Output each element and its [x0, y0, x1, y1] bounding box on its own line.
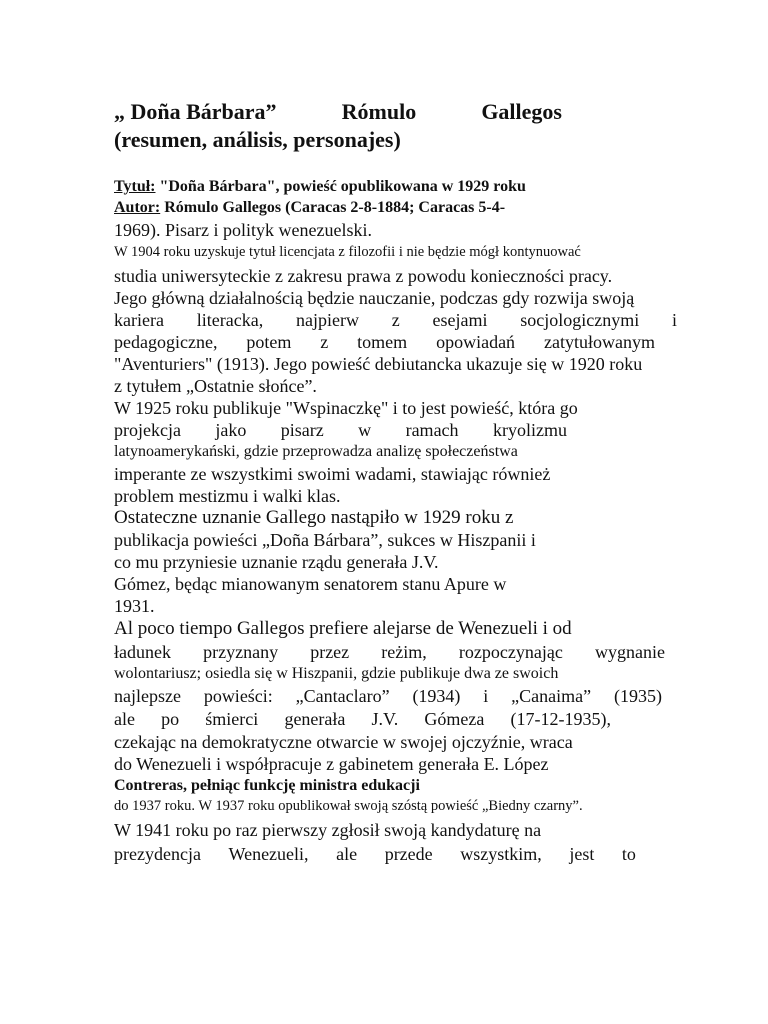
body-word: wygnanie: [594, 642, 665, 662]
body-line: 1931.: [114, 596, 155, 616]
body-line-justified: [114, 844, 636, 864]
body-word: zatytułowanym: [543, 332, 655, 352]
body-line: 1969). Pisarz i polityk wenezuelski.: [114, 220, 372, 240]
body-line: Jego główną działalnością będzie nauczanie, podczas gdy rozwija swoją: [114, 288, 635, 308]
body-word: Wenezueli,: [228, 844, 309, 864]
body-word: jako: [215, 420, 247, 440]
body-word: kariera: [114, 310, 164, 330]
body-word: jest: [569, 844, 595, 864]
body-word: powieści:: [203, 686, 273, 706]
body-word: „Cantaclaro”: [295, 686, 390, 706]
body-word: z: [320, 332, 329, 352]
document-title: [114, 98, 562, 154]
body-word: przyznany: [203, 642, 279, 662]
title-line-2: (resumen, análisis, personajes): [114, 127, 401, 152]
body-line: Ostateczne uznanie Gallego nastąpiło w 1929 roku z: [114, 507, 514, 528]
body-word: ramach: [405, 420, 459, 440]
body-word: to: [621, 844, 636, 864]
body-word: po: [161, 709, 180, 729]
body-word: i: [671, 310, 677, 330]
autor-line: [114, 198, 505, 218]
body-line: Gómez, będąc mianowanym senatorem stanu Apure w: [114, 574, 507, 594]
body-word: ładunek: [114, 642, 171, 662]
body-line-justified: [114, 332, 655, 352]
body-word: i: [483, 686, 489, 706]
body-line: problem mestizmu i walki klas.: [114, 486, 341, 506]
body-word: przede: [384, 844, 433, 864]
body-line: imperante ze wszystkimi swoimi wadami, stawiając również: [114, 464, 551, 484]
body-line: do Wenezueli i współpracuje z gabinetem generała E. López: [114, 754, 549, 774]
body-word: J.V.: [371, 709, 399, 729]
body-word: ale: [336, 844, 358, 864]
body-word: tomem: [357, 332, 408, 352]
body-line: latynoamerykański, gdzie przeprowadza analizę społeczeństwa: [114, 443, 518, 460]
body-word: śmierci: [205, 709, 259, 729]
body-line: Al poco tiempo Gallegos prefiere alejarse de Wenezueli i od: [114, 618, 572, 639]
body-word: socjologicznymi: [520, 310, 640, 330]
body-line: wolontariusz; osiedla się w Hiszpanii, gdzie publikuje dwa ze swoich: [114, 665, 559, 682]
title-word: Rómulo: [341, 99, 417, 124]
body-word: pisarz: [280, 420, 324, 440]
title-word: „ Doña Bárbara”: [114, 99, 277, 124]
title-word: Gallegos: [481, 99, 562, 124]
body-word: przez: [310, 642, 350, 662]
body-word: (17-12-1935),: [510, 709, 611, 729]
body-word: (1935): [613, 686, 662, 706]
body-word: literacka,: [196, 310, 264, 330]
tytul-value: "Doña Bárbara", powieść opublikowana w 1929 roku: [155, 178, 526, 195]
body-word: wszystkim,: [460, 844, 542, 864]
body-line: publikacja powieści „Doña Bárbara”, sukces w Hiszpanii i: [114, 530, 536, 550]
body-line-justified: [114, 642, 665, 662]
body-word: pedagogiczne,: [114, 332, 218, 352]
body-word: w: [358, 420, 372, 440]
body-word: Gómeza: [424, 709, 485, 729]
body-word: najpierw: [295, 310, 359, 330]
body-line-justified: [114, 420, 567, 440]
body-line: W 1904 roku uzyskuje tytuł licencjata z filozofii i nie będzie mógł kontynuować: [114, 244, 581, 260]
title-line-1: [114, 98, 562, 126]
body-word: z: [391, 310, 400, 330]
tytul-label: Tytuł:: [114, 178, 156, 195]
body-word: potem: [246, 332, 292, 352]
body-line: z tytułem „Ostatnie słońce”.: [114, 376, 317, 396]
body-line-justified: [114, 709, 611, 729]
body-word: (1934): [412, 686, 461, 706]
body-line: W 1925 roku publikuje "Wspinaczkę" i to jest powieść, która go: [114, 398, 578, 418]
body-line-justified: [114, 686, 662, 706]
body-word: opowiadań: [436, 332, 516, 352]
body-word: generała: [284, 709, 346, 729]
body-word: najlepsze: [114, 686, 181, 706]
body-word: ale: [114, 709, 135, 729]
autor-value: Rómulo Gallegos (Caracas 2-8-1884; Caracas 5-4-: [160, 199, 506, 216]
body-word: rozpoczynając: [458, 642, 563, 662]
body-line: Contreras, pełniąc funkcję ministra edukacji: [114, 777, 420, 794]
body-word: reżim,: [381, 642, 427, 662]
body-line: W 1941 roku po raz pierwszy zgłosił swoją kandydaturę na: [114, 820, 542, 840]
body-line-justified: [114, 310, 677, 330]
body-word: esejami: [432, 310, 488, 330]
tytul-line: [114, 177, 526, 197]
body-word: prezydencja: [114, 844, 201, 864]
body-line: studia uniwersyteckie z zakresu prawa z powodu konieczności pracy.: [114, 266, 613, 286]
body-word: „Canaima”: [511, 686, 592, 706]
body-word: projekcja: [114, 420, 181, 440]
body-line: "Aventuriers" (1913). Jego powieść debiutancka ukazuje się w 1920 roku: [114, 354, 643, 374]
body-word: kryolizmu: [492, 420, 567, 440]
autor-label: Autor:: [114, 199, 161, 216]
body-line: do 1937 roku. W 1937 roku opublikował swoją szóstą powieść „Biedny czarny”.: [114, 798, 583, 814]
body-line: co mu przyniesie uznanie rządu generała J.V.: [114, 552, 439, 572]
body-line: czekając na demokratyczne otwarcie w swojej ojczyźnie, wraca: [114, 732, 573, 752]
